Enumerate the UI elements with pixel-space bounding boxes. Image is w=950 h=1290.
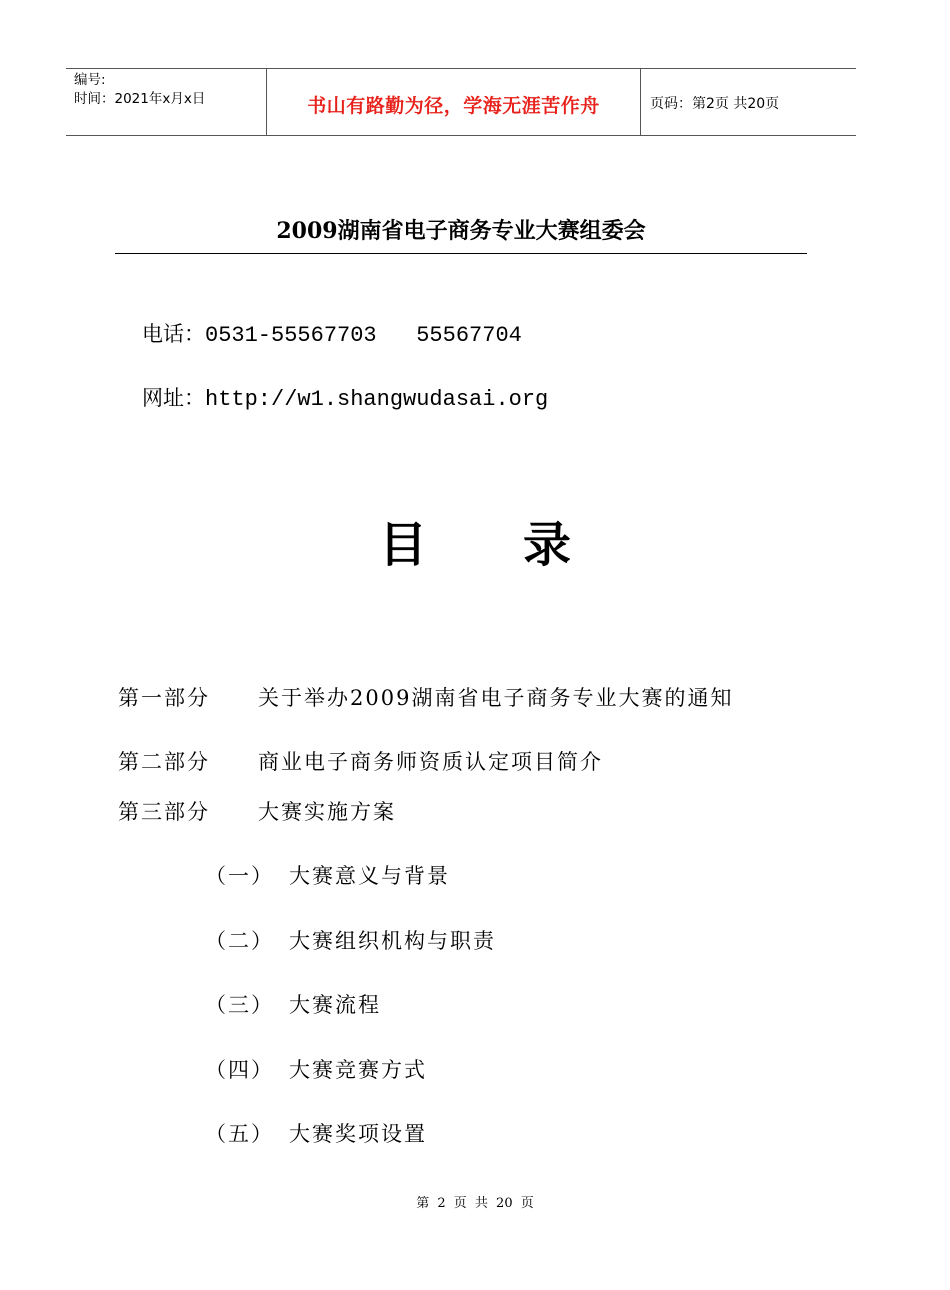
page-footer: 第 2 页 共 20 页 xyxy=(416,1196,534,1211)
toc-sub-number: （二） xyxy=(205,929,274,953)
toc-sub-5 xyxy=(205,1118,427,1148)
toc-part-text: 关于举办2009湖南省电子商务专业大赛的通知 xyxy=(258,686,734,710)
toc-heading xyxy=(0,506,950,575)
toc-part-2 xyxy=(118,746,603,776)
toc-sub-text: 大赛流程 xyxy=(289,993,381,1017)
toc-sub-1 xyxy=(205,860,450,890)
phone-line xyxy=(142,318,522,348)
doc-number-label: 编号: xyxy=(74,72,106,88)
header-page-info: 页码：第2页 共20页 xyxy=(650,96,780,112)
toc-part-number: 第二部分 xyxy=(118,750,210,774)
toc-sub-text: 大赛奖项设置 xyxy=(289,1122,427,1146)
toc-sub-2 xyxy=(205,925,496,955)
time-line: 时间：2021年x月x日 xyxy=(74,91,206,107)
toc-sub-number: （一） xyxy=(205,864,274,888)
toc-part-text: 大赛实施方案 xyxy=(258,800,396,824)
toc-part-1 xyxy=(118,682,734,712)
phone-value: 0531-55567703 55567704 xyxy=(205,323,522,348)
phone-label: 电话： xyxy=(142,322,205,346)
header-divider-right xyxy=(640,69,641,135)
toc-sub-text: 大赛竞赛方式 xyxy=(289,1058,427,1082)
website-line xyxy=(142,382,548,412)
header-motto: 书山有路勤为径，学海无涯苦作舟 xyxy=(307,95,600,117)
toc-part-text: 商业电子商务师资质认定项目简介 xyxy=(258,750,603,774)
page-header xyxy=(66,68,856,136)
toc-part-number: 第一部分 xyxy=(118,686,210,710)
toc-sub-text: 大赛组织机构与职责 xyxy=(289,929,496,953)
toc-part-number: 第三部分 xyxy=(118,800,210,824)
toc-sub-4 xyxy=(205,1054,427,1084)
header-meta xyxy=(74,71,205,109)
document-title: 2009湖南省电子商务专业大赛组委会 xyxy=(276,218,646,244)
toc-sub-3 xyxy=(205,989,381,1019)
toc-sub-number: （四） xyxy=(205,1058,274,1082)
title-underline xyxy=(115,253,807,254)
toc-sub-number: （五） xyxy=(205,1122,274,1146)
website-label: 网址： xyxy=(142,386,205,410)
toc-sub-text: 大赛意义与背景 xyxy=(289,864,450,888)
toc-part-3 xyxy=(118,796,396,826)
toc-heading-second: 录 xyxy=(523,517,572,573)
website-value: http://w1.shangwudasai.org xyxy=(205,387,549,412)
toc-sub-number: （三） xyxy=(205,993,274,1017)
toc-heading-first: 目 xyxy=(378,517,427,573)
